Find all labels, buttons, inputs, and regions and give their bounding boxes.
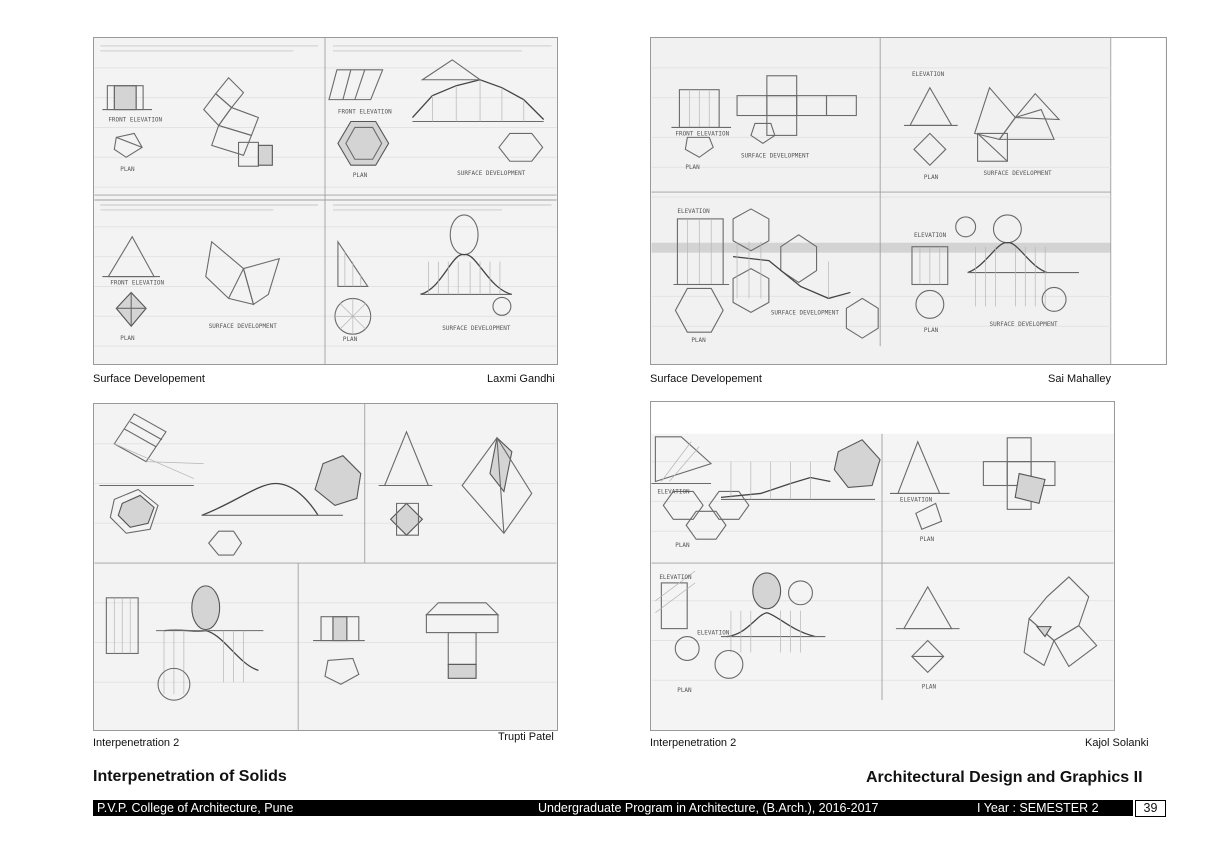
label-plan: PLAN bbox=[685, 164, 700, 172]
label-front-elevation: FRONT ELEVATION bbox=[337, 108, 392, 116]
footer-program: Undergraduate Program in Architecture, (B.Arch.), 2016-2017 bbox=[538, 801, 879, 815]
drawing-sheet-laxmi-gandhi bbox=[93, 37, 558, 365]
footer-college: P.V.P. College of Architecture, Pune bbox=[97, 801, 294, 815]
sheet-drawing bbox=[651, 402, 1114, 730]
drawing-sheet-kajol-solanki bbox=[650, 401, 1115, 731]
label-elevation: ELEVATION bbox=[911, 70, 945, 78]
label-elevation: ELEVATION bbox=[657, 488, 690, 496]
caption-author: Kajol Solanki bbox=[1085, 737, 1149, 749]
label-surface-development: SURFACE DEVELOPMENT bbox=[457, 170, 526, 178]
caption-author: Laxmi Gandhi bbox=[487, 373, 555, 385]
caption-author: Trupti Patel bbox=[498, 731, 554, 743]
sheet-drawing bbox=[94, 404, 557, 730]
page-number: 39 bbox=[1135, 800, 1166, 817]
label-elevation: ELEVATION bbox=[913, 231, 947, 239]
section-heading: Interpenetration of Solids bbox=[93, 768, 287, 785]
label-front-elevation: FRONT ELEVATION bbox=[675, 130, 730, 138]
label-surface-development: SURFACE DEVELOPMENT bbox=[989, 321, 1058, 329]
drawing-sheet-trupti-patel bbox=[93, 403, 558, 731]
label-plan: PLAN bbox=[677, 687, 692, 695]
label-plan: PLAN bbox=[923, 327, 939, 335]
footer-bar bbox=[93, 800, 1133, 816]
sheet-drawing bbox=[651, 38, 1166, 364]
label-surface-development: SURFACE DEVELOPMENT bbox=[741, 152, 810, 160]
label-surface-development: SURFACE DEVELOPMENT bbox=[442, 325, 511, 333]
label-plan: PLAN bbox=[120, 166, 135, 174]
label-elevation: ELEVATION bbox=[697, 629, 730, 637]
label-elevation: ELEVATION bbox=[677, 207, 710, 215]
label-elevation: ELEVATION bbox=[659, 573, 692, 581]
label-plan: PLAN bbox=[921, 683, 937, 691]
label-surface-development: SURFACE DEVELOPMENT bbox=[208, 323, 277, 331]
label-surface-development: SURFACE DEVELOPMENT bbox=[770, 309, 839, 317]
label-plan: PLAN bbox=[120, 335, 135, 343]
label-plan: PLAN bbox=[675, 542, 690, 550]
caption-title: Surface Developement bbox=[93, 373, 205, 385]
label-front-elevation: FRONT ELEVATION bbox=[110, 279, 165, 287]
label-elevation: ELEVATION bbox=[899, 496, 933, 504]
caption-title: Interpenetration 2 bbox=[93, 737, 180, 749]
label-plan: PLAN bbox=[691, 337, 706, 345]
label-front-elevation: FRONT ELEVATION bbox=[108, 116, 163, 124]
course-heading: Architectural Design and Graphics II bbox=[866, 769, 1143, 786]
drawing-sheet-sai-mahalley bbox=[650, 37, 1167, 365]
label-plan: PLAN bbox=[919, 536, 935, 544]
caption-title: Interpenetration 2 bbox=[650, 737, 737, 749]
caption-title: Surface Developement bbox=[650, 373, 762, 385]
sheet-drawing bbox=[94, 38, 557, 364]
caption-author: Sai Mahalley bbox=[1048, 373, 1111, 385]
label-plan: PLAN bbox=[342, 336, 358, 344]
label-surface-development: SURFACE DEVELOPMENT bbox=[983, 170, 1052, 178]
label-plan: PLAN bbox=[352, 172, 368, 180]
footer-year: I Year : SEMESTER 2 bbox=[977, 801, 1099, 815]
label-plan: PLAN bbox=[923, 174, 939, 182]
